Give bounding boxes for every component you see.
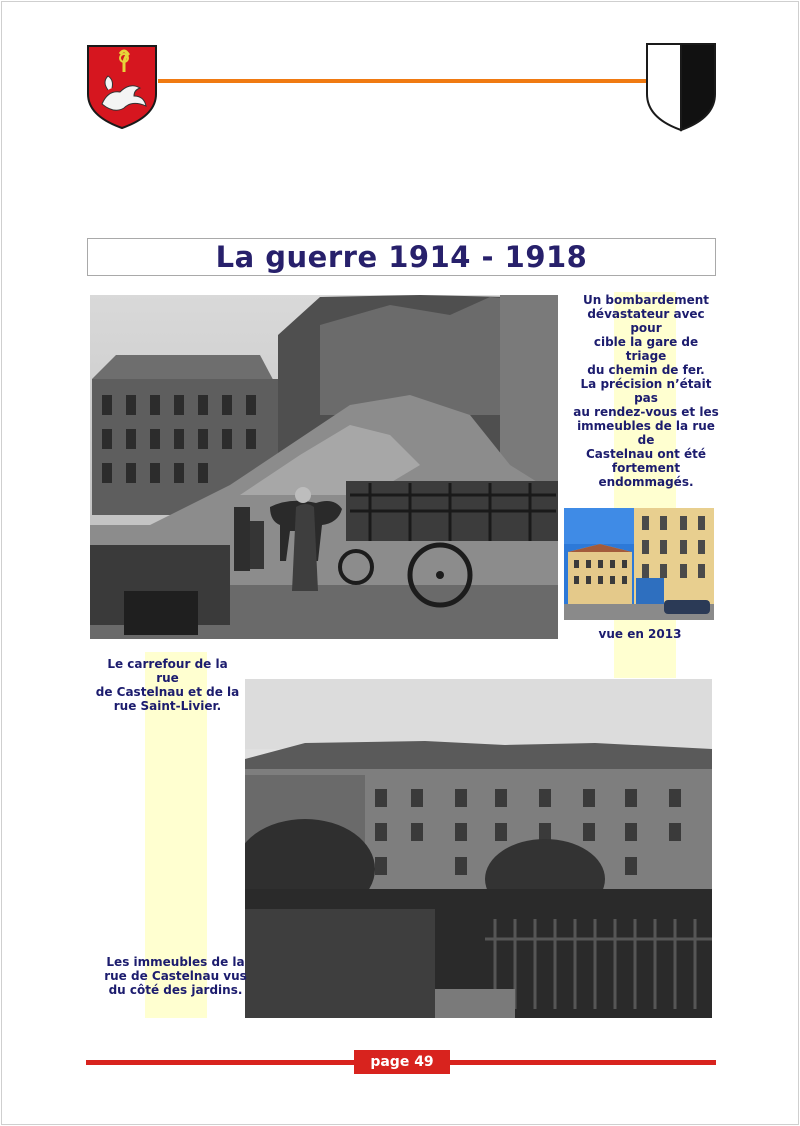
caption-line: Le carrefour de la rue xyxy=(107,657,228,685)
dragon-coat-of-arms-icon xyxy=(86,44,158,130)
caption-line: dévastateur avec pour xyxy=(587,307,705,335)
caption-line: au rendez-vous et les xyxy=(573,405,719,419)
caption-line: cible la gare de triage xyxy=(593,335,699,363)
caption-line: immeubles de la rue de xyxy=(577,419,715,447)
header-rule xyxy=(158,79,646,83)
page-number-badge: page 49 xyxy=(354,1050,450,1074)
caption-line: endommagés. xyxy=(598,475,694,489)
crossroads-caption xyxy=(95,657,240,713)
black-white-shield-icon xyxy=(645,42,717,132)
caption-line: rue Saint-Livier. xyxy=(113,699,222,713)
caption-line: du côté des jardins. xyxy=(108,983,243,997)
bombardment-caption xyxy=(573,293,719,489)
ruins-photo xyxy=(90,295,558,639)
caption-line: de Castelnau et de la xyxy=(95,685,240,699)
gardens-caption xyxy=(103,955,248,997)
modern-photo xyxy=(564,508,714,620)
caption-line: Castelnau ont été xyxy=(585,447,707,461)
caption-line: La précision n’était pas xyxy=(580,377,712,405)
caption-line: rue de Castelnau vus xyxy=(104,969,247,983)
caption-line: Un bombardement xyxy=(582,293,710,307)
modern-view-caption: vue en 2013 xyxy=(598,627,682,641)
caption-line: fortement xyxy=(611,461,681,475)
page-title: La guerre 1914 - 1918 xyxy=(215,240,588,274)
title-box xyxy=(87,238,716,276)
caption-line: Les immeubles de la xyxy=(106,955,245,969)
gardens-photo xyxy=(245,679,712,1018)
caption-line: du chemin de fer. xyxy=(587,363,705,377)
